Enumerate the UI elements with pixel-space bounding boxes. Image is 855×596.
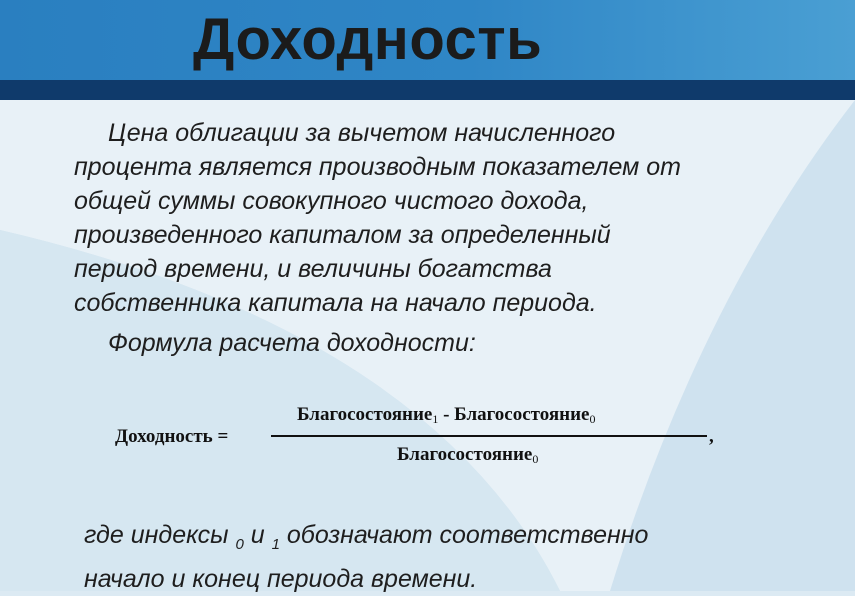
paragraph-line: Цена облигации за вычетом начисленного (108, 119, 616, 147)
body-paragraph (74, 116, 774, 320)
formula-numerator (297, 404, 595, 427)
footer-text-3: обозначают соответственно (279, 521, 649, 549)
title-bar-band (0, 80, 855, 100)
formula-trailing-comma: , (709, 426, 714, 447)
fraction-bar (271, 435, 707, 437)
numerator-term-b: Благосостояние (454, 404, 590, 425)
numerator-term-a: Благосостояние (297, 404, 433, 425)
footer-note (84, 518, 648, 596)
numerator-sub-b: 0 (589, 412, 596, 426)
paragraph-line: произведенного капиталом за определенный (74, 221, 611, 249)
formula-lhs-term: Доходность (115, 426, 213, 447)
denominator-term: Благосостояние (397, 444, 533, 465)
footer-text-1: где индексы (84, 521, 236, 549)
paragraph-line: собственника капитала на начало периода. (74, 289, 597, 317)
footer-line-1 (84, 518, 648, 562)
paragraph-line: период времени, и величины богатства (74, 255, 552, 283)
footer-index-0: 0 (235, 536, 244, 553)
footer-text-2: и (243, 521, 272, 549)
footer-line-2: начало и конец периода времени. (84, 565, 478, 593)
yield-formula (115, 404, 735, 474)
formula-heading: Формула расчета доходности: (108, 329, 476, 357)
footer-index-1: 1 (271, 536, 280, 553)
numerator-sub-a: 1 (432, 412, 439, 426)
formula-equals-sign: = (217, 426, 229, 447)
slide-title: Доходность (193, 7, 543, 72)
formula-minus-sign: - (443, 404, 450, 425)
denominator-sub: 0 (532, 452, 539, 466)
formula-lhs (115, 426, 228, 448)
paragraph-line: процента является производным показателем от (74, 153, 681, 181)
paragraph-line: общей суммы совокупного чистого дохода, (74, 187, 589, 215)
formula-denominator (397, 444, 538, 467)
